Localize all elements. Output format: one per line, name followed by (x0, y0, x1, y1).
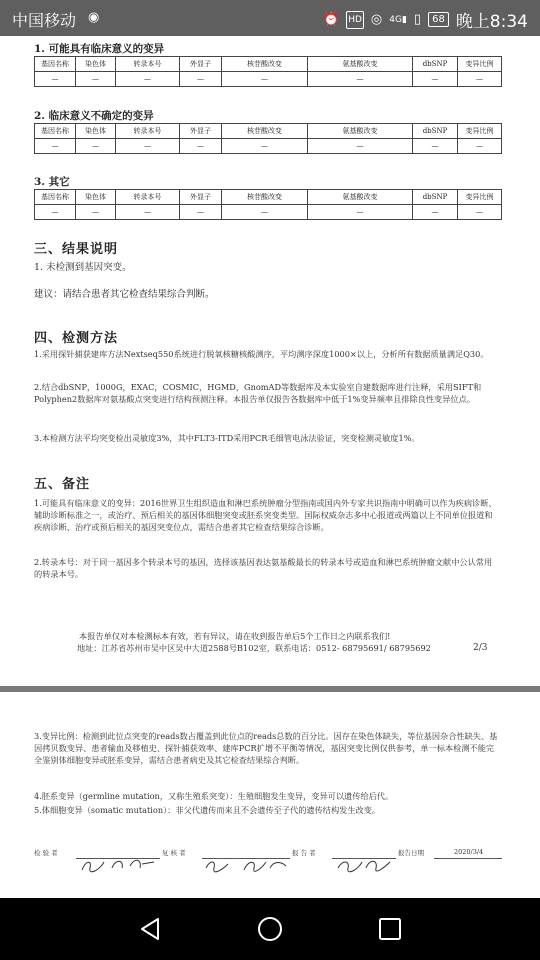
section-title-other: 3. 其它 (34, 176, 70, 188)
inspector-signature (76, 856, 160, 874)
table-cell: — (116, 72, 180, 87)
page-number: 2/3 (473, 643, 488, 653)
col-gene: 基因名称 (35, 190, 76, 205)
home-icon[interactable] (254, 913, 286, 945)
col-exon: 外显子 (180, 190, 222, 205)
col-exon: 外显子 (180, 124, 222, 139)
col-nucleotide: 核苷酸改变 (222, 124, 308, 139)
suggestion-text: 建议：请结合患者其它检查结果综合判断。 (34, 289, 215, 300)
table-header-row (35, 124, 502, 139)
reviewer-label: 复 核 者 (162, 849, 186, 857)
table-row (35, 72, 502, 87)
table-row (35, 139, 502, 154)
alarm-icon: ⏰ (323, 11, 340, 27)
table-cell: — (308, 72, 413, 87)
methods-heading: 四、检测方法 (34, 331, 119, 346)
col-chromosome: 染色体 (76, 124, 116, 139)
notes-heading: 五、备注 (34, 477, 91, 492)
back-icon[interactable] (134, 913, 166, 945)
col-chromosome: 染色体 (76, 190, 116, 205)
methods-paragraph-2: 2.结合dbSNP，1000G，EXAC，COSMIC，HGMD，GnomAD等数据库及本实验室自建数据库进行注释，采用SIFT和Polyphen2数据库对氨基酸点突变进行结构预测注释。本报告单仅报告各数据库中低于1%变异频率且排除良性变异位点。 (34, 382, 482, 404)
table-cell: — (35, 72, 76, 87)
col-exon: 外显子 (180, 57, 222, 72)
col-transcript: 转录本号 (116, 190, 180, 205)
table-cell: — (458, 205, 502, 220)
col-dbsnp: dbSNP (413, 57, 458, 72)
table-cell: — (308, 205, 413, 220)
report-date-value: 2020/3/4 (454, 848, 484, 856)
table-cell: — (76, 72, 116, 87)
status-bar (0, 0, 540, 36)
methods-paragraph-1: 1.采用探针捕获建库方法Nextseq550系统进行脱氧核糖核酸测序，平均测序深度1000×以上，分析所有数据质量满足Q30。 (34, 349, 489, 359)
network-type: 4G (389, 14, 402, 25)
signal-icon: 4G▮ (389, 14, 407, 25)
table-cell: — (116, 139, 180, 154)
variant-table-uncertain (34, 123, 502, 154)
navigation-bar (0, 898, 540, 960)
clock: 晚上8:34 (455, 12, 528, 32)
table-cell: — (35, 205, 76, 220)
report-date-line (434, 848, 502, 859)
results-line: 1. 未检测到基因突变。 (34, 262, 132, 273)
col-gene: 基因名称 (35, 57, 76, 72)
col-gene: 基因名称 (35, 124, 76, 139)
col-vaf: 变异比例 (458, 190, 502, 205)
reporter-signature-line (332, 858, 396, 859)
col-nucleotide: 核苷酸改变 (222, 57, 308, 72)
eye-comfort-icon: ◎ (370, 11, 383, 27)
table-cell: — (413, 72, 458, 87)
col-transcript: 转录本号 (116, 57, 180, 72)
section-title-uncertain: 2. 临床意义不确定的变异 (34, 110, 154, 122)
signature-row (34, 840, 504, 860)
inspector-label: 检 验 者 (34, 849, 58, 857)
variant-table-clinical (34, 56, 502, 87)
report-page-2[interactable] (0, 36, 540, 686)
table-cell: — (116, 205, 180, 220)
inspector-signature-line (76, 858, 160, 859)
col-vaf: 变异比例 (458, 124, 502, 139)
table-cell: — (458, 139, 502, 154)
table-cell: — (413, 205, 458, 220)
table-cell: — (222, 72, 308, 87)
table-cell: — (180, 205, 222, 220)
table-cell: — (76, 205, 116, 220)
notes-paragraph-1: 1.可能具有临床意义的变异：2016世界卫生组织造血和淋巴系统肿瘤分型指南或国内外专家共识指南中明确可以作为疾病诊断、辅助诊断标准之一，或治疗、预后相关的基因体细胞突变或胚系突变类型。国际权威杂志多中心报道或两篇以上不同单位报道和疾病诊断、治疗或预后相关的基因突变位点，需结合患者其它检查结果综合诊断。 (34, 498, 497, 532)
table-header-row (35, 57, 502, 72)
col-amino-acid: 氨基酸改变 (308, 190, 413, 205)
reporter-signature (332, 856, 396, 874)
notes-paragraph-2: 2.转录本号：对于同一基因多个转录本号的基因，选择该基因表达氨基酸最长的转录本号或造血和淋巴系统肿瘤文献中公认常用的转录本号。 (34, 557, 493, 579)
reviewer-signature (202, 856, 290, 874)
notes-paragraph-3: 3.变异比例：检测到此位点突变的reads数占覆盖到此位点的reads总数的百分比。因存在染色体缺失，等位基因杂合性缺失、基因拷贝数变异、患者输血及移植史、探针捕获效率、建库PCR扩增不平衡等情况，基因突变比例仅供参考，单一标本检测不能完全鉴别体细胞变异或胚系变异，需结合患者病史及其它检查结果综合判断。 (34, 731, 498, 765)
table-header-row (35, 190, 502, 205)
reporter-label: 报 告 者 (292, 849, 316, 857)
hd-icon: HD (346, 11, 364, 29)
validity-notice: 本报告单仅对本检测标本有效，若有异议，请在收到报告单后5个工作日之内联系我们! (79, 631, 391, 641)
report-date-label: 报告日期 (398, 849, 424, 857)
col-chromosome: 染色体 (76, 57, 116, 72)
table-cell: — (222, 205, 308, 220)
variant-table-other (34, 189, 502, 220)
col-amino-acid: 氨基酸改变 (308, 124, 413, 139)
table-cell: — (413, 139, 458, 154)
table-cell: — (35, 139, 76, 154)
methods-paragraph-3: 3.本检测方法平均突变检出灵敏度3%，其中FLT3-ITD采用PCR毛细管电泳法验证，突变检测灵敏度1%。 (34, 433, 420, 443)
table-cell: — (76, 139, 116, 154)
table-row (35, 205, 502, 220)
col-dbsnp: dbSNP (413, 124, 458, 139)
col-transcript: 转录本号 (116, 124, 180, 139)
lab-address: 地址：江苏省苏州市吴中区吴中大道2588号B102室，联系电话：0512- 68795691/ 68795692 (77, 643, 431, 653)
table-cell: — (308, 139, 413, 154)
battery-icon: 68 (428, 12, 449, 27)
results-heading: 三、结果说明 (34, 242, 119, 257)
reviewer-signature-line (202, 858, 290, 859)
col-dbsnp: dbSNP (413, 190, 458, 205)
wifi-off-icon: ▯ (413, 11, 422, 27)
table-cell: — (458, 72, 502, 87)
messenger-icon: ◉ (88, 10, 100, 25)
table-cell: — (222, 139, 308, 154)
col-nucleotide: 核苷酸改变 (222, 190, 308, 205)
table-cell: — (180, 72, 222, 87)
report-page-3[interactable] (0, 692, 540, 898)
table-cell: — (180, 139, 222, 154)
notes-paragraph-5: 5.体细胞变异（somatic mutation）：非父代遗传而来且不会遗传至子代的遗传结构发生改变。 (34, 805, 381, 815)
col-amino-acid: 氨基酸改变 (308, 57, 413, 72)
col-vaf: 变异比例 (458, 57, 502, 72)
recents-icon[interactable] (374, 913, 406, 945)
notes-paragraph-4: 4.胚系变异（germline mutation，又称生殖系突变）：生殖细胞发生变异，变异可以遗传给后代。 (34, 791, 394, 801)
carrier-name: 中国移动 (12, 11, 77, 30)
section-title-clinical: 1. 可能具有临床意义的变异 (34, 43, 165, 55)
